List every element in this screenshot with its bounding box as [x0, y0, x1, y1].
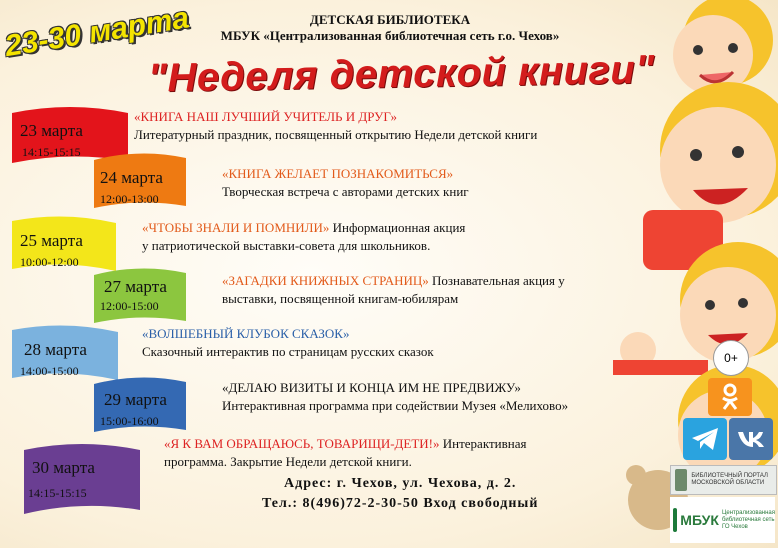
age-rating-badge: 0+ — [713, 340, 749, 376]
dates-banner: 23-30 марта — [2, 1, 192, 64]
event-date: 28 марта — [24, 340, 87, 359]
event-date: 30 марта — [32, 458, 95, 477]
event-4 — [222, 272, 565, 308]
event-time: 12:00-13:00 — [100, 192, 159, 206]
event-title: «ВОЛШЕБНЫЙ КЛУБОК СКАЗОК» — [142, 326, 350, 341]
event-1 — [134, 108, 537, 144]
event-date: 24 марта — [100, 168, 163, 187]
address-block — [262, 474, 538, 514]
event-time: 14:15-15:15 — [28, 486, 87, 500]
event-title: «КНИГА ЖЕЛАЕТ ПОЗНАКОМИТЬСЯ» — [222, 166, 454, 181]
event-title: «ЗАГАДКИ КНИЖНЫХ СТРАНИЦ» — [222, 273, 429, 288]
header-line-1: ДЕТСКАЯ БИБЛИОТЕКА — [309, 12, 471, 27]
event-5 — [142, 325, 434, 361]
date-flag-4 — [92, 265, 188, 327]
event-rest: Информационная акция — [329, 220, 466, 235]
event-time: 14:15-15:15 — [22, 145, 81, 159]
event-title: «ДЕЛАЮ ВИЗИТЫ И КОНЦА ИМ НЕ ПРЕДВИЖУ» — [222, 380, 521, 395]
portal-text: БИБЛИОТЕЧНЫЙ ПОРТАЛ МОСКОВСКОЙ ОБЛАСТИ — [691, 473, 768, 486]
event-6 — [222, 379, 568, 415]
event-description: Сказочный интерактив по страницам русских сказок — [142, 344, 434, 359]
flag-shape — [22, 440, 142, 516]
odnoklassniki-icon[interactable] — [708, 378, 752, 416]
event-time: 10:00-12:00 — [20, 255, 79, 269]
event-2 — [222, 165, 469, 201]
date-flag-7 — [22, 440, 142, 516]
event-rest: Интерактивная — [439, 436, 527, 451]
event-time: 12:00-15:00 — [100, 299, 159, 313]
event-3 — [142, 219, 465, 255]
event-title: «ЧТОБЫ ЗНАЛИ И ПОМНИЛИ» — [142, 220, 330, 235]
mbuk-subtitle: Централизованная библиотечная сеть ГО Чехов — [721, 509, 775, 530]
event-time: 15:00-16:00 — [100, 414, 159, 428]
event-date: 27 марта — [104, 277, 167, 296]
mbuk-logo — [670, 497, 775, 543]
mbuk-name: МБУК — [680, 512, 719, 528]
phone-line: Тел.: 8(496)72-2-30-50 Вход свободный — [262, 496, 539, 511]
page-title: "Неделя детской книги" — [147, 47, 656, 101]
header — [170, 12, 610, 44]
event-title: «Я К ВАМ ОБРАЩАЮСЬ, ТОВАРИЩИ-ДЕТИ!» — [164, 436, 440, 451]
event-description: Творческая встреча с авторами детских книг — [222, 184, 469, 199]
coat-of-arms-icon — [673, 508, 677, 532]
portal-icon — [675, 469, 687, 491]
event-date: 29 марта — [104, 390, 167, 409]
event-7 — [164, 435, 526, 471]
date-flag-6 — [92, 374, 188, 436]
event-description: у патриотической выставки-совета для школьников. — [142, 238, 431, 253]
event-description: Литературный праздник, посвященный открытию Недели детской книги — [134, 127, 538, 142]
date-flag-2 — [92, 150, 188, 212]
event-rest: Познавательная акция у — [428, 273, 565, 288]
address-line: Адрес: г. Чехов, ул. Чехова, д. 2. — [284, 476, 517, 491]
vk-icon[interactable] — [729, 418, 773, 460]
telegram-icon[interactable] — [683, 418, 727, 460]
event-date: 25 марта — [20, 231, 83, 250]
library-portal-logo[interactable] — [670, 465, 777, 495]
event-description: программа. Закрытие Недели детской книги. — [164, 454, 412, 469]
event-description: Интерактивная программа при содействии Музея «Мелихово» — [222, 398, 569, 413]
event-time: 14:00-15:00 — [20, 364, 79, 378]
event-date: 23 марта — [20, 121, 83, 140]
event-title: «КНИГА НАШ ЛУЧШИЙ УЧИТЕЛЬ И ДРУГ» — [134, 109, 398, 124]
event-description: выставки, посвященной книгам-юбилярам — [222, 291, 459, 306]
header-line-2: МБУК «Централизованная библиотечная сеть г.о. Чехов» — [220, 28, 560, 43]
